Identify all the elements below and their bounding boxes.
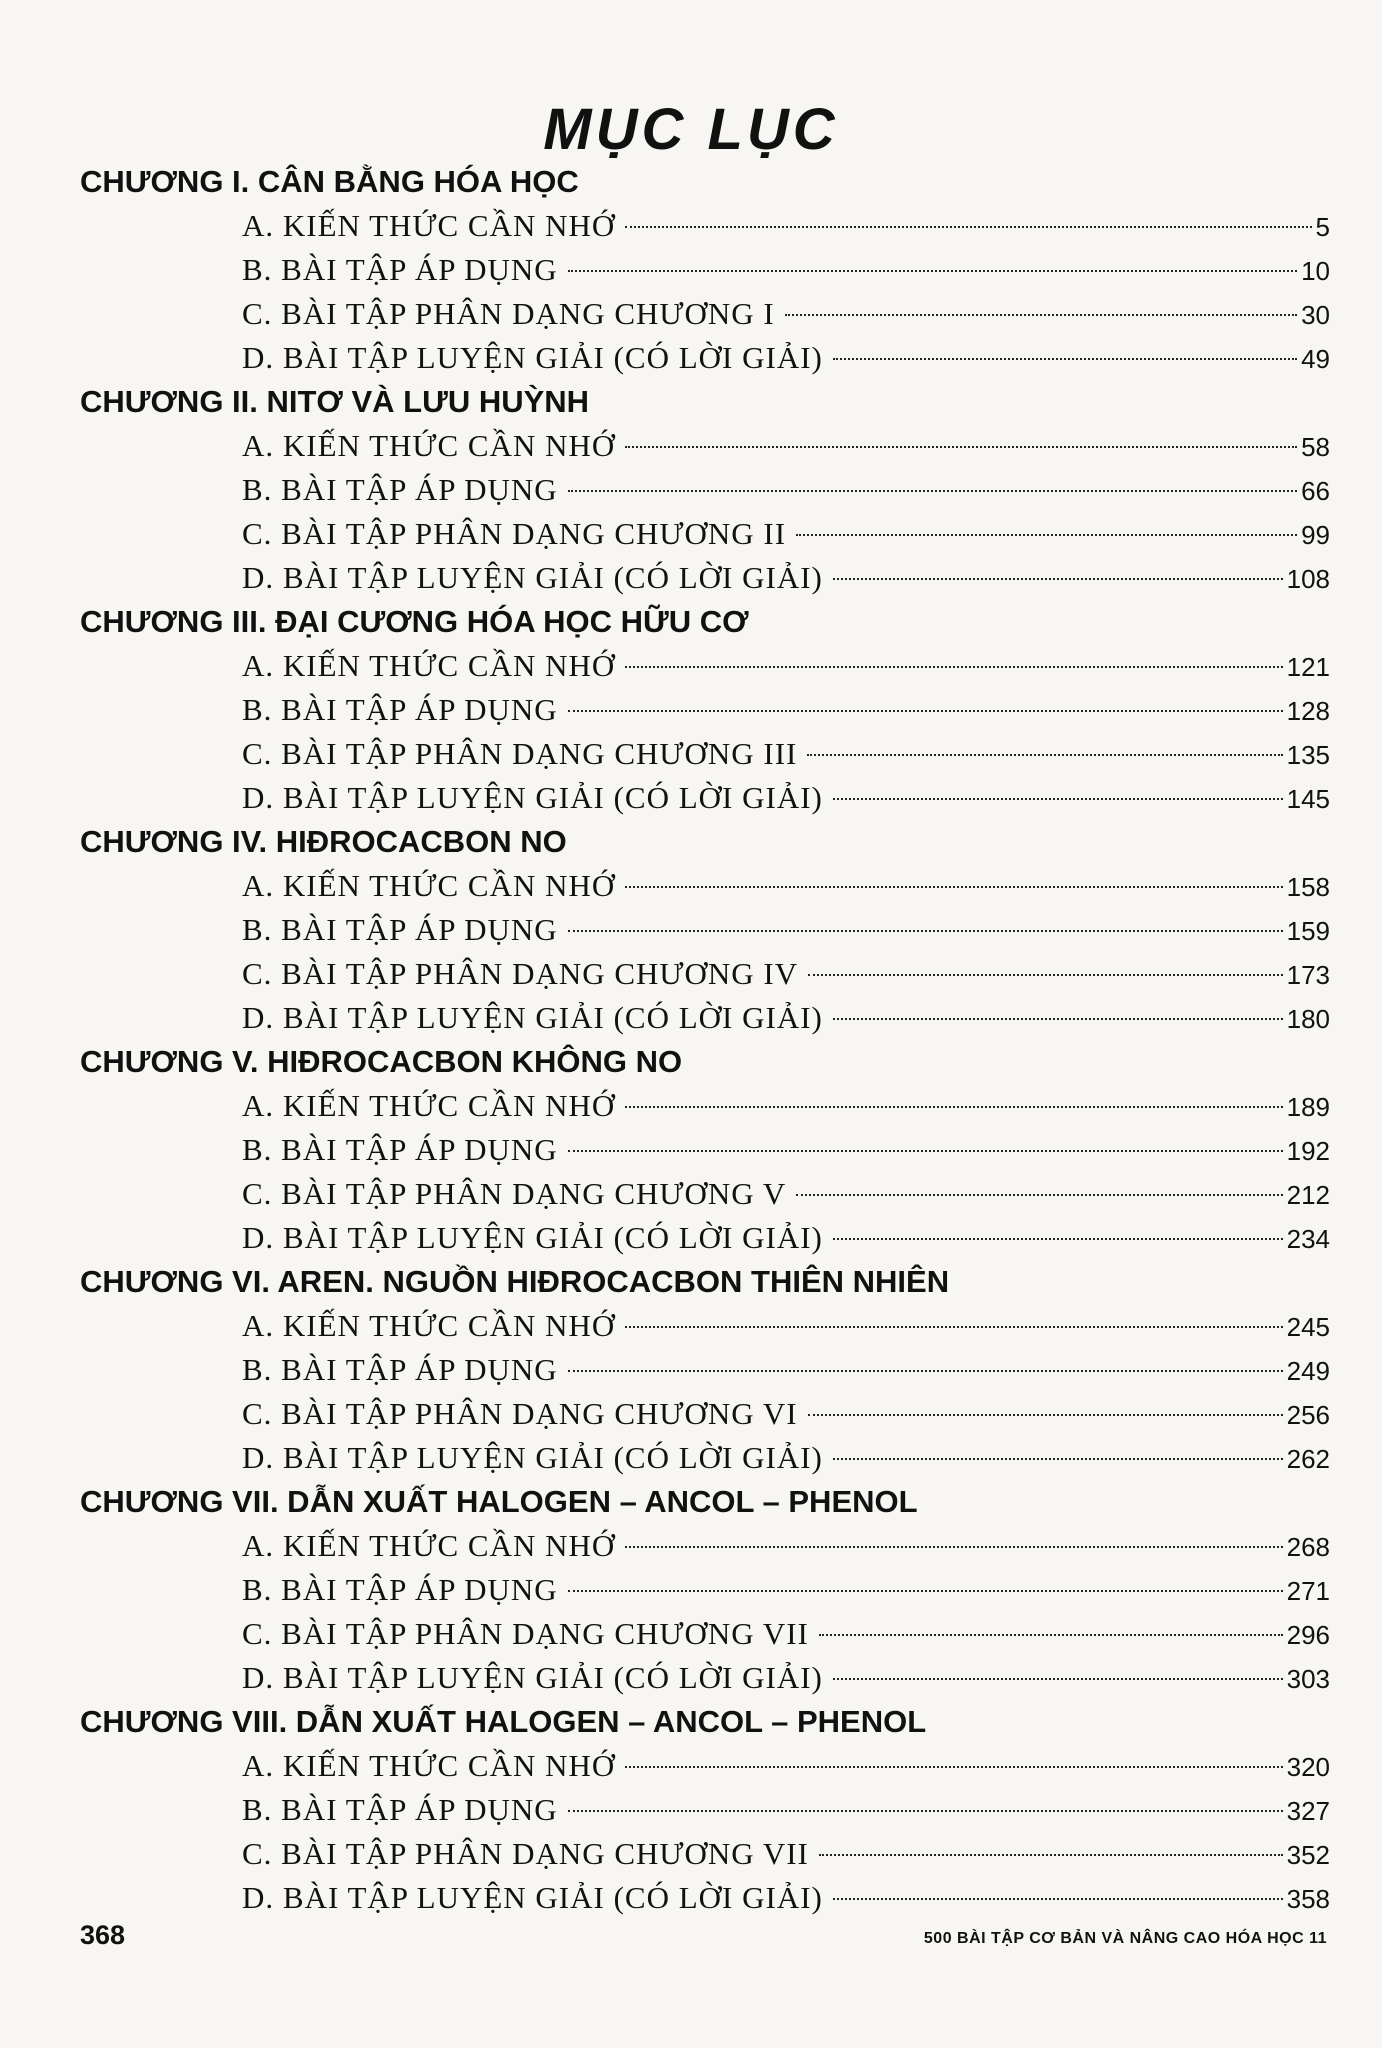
toc-entry [80, 952, 1330, 996]
chapter-title: CHƯƠNG I. CÂN BẰNG HÓA HỌC [80, 164, 579, 199]
toc-entry [80, 1612, 1330, 1656]
toc-entry-page-number: 327 [1286, 1796, 1330, 1826]
toc-entry-label: D. BÀI TẬP LUYỆN GIẢI (CÓ LỜI GIẢI) [242, 1220, 823, 1255]
toc-entry-label: C. BÀI TẬP PHÂN DẠNG CHƯƠNG I [242, 296, 775, 331]
chapter-title: CHƯƠNG VII. DẪN XUẤT HALOGEN – ANCOL – PHENOL [80, 1484, 918, 1519]
dot-leader [785, 314, 1297, 316]
toc-entry [80, 996, 1330, 1040]
chapter-title: CHƯƠNG V. HIĐROCACBON KHÔNG NO [80, 1044, 683, 1079]
toc-entry-page-number: 99 [1301, 520, 1330, 550]
toc-entry-label: B. BÀI TẬP ÁP DỤNG [242, 1572, 558, 1607]
toc-chapter [80, 1480, 1330, 1700]
dot-leader [625, 666, 1282, 668]
toc-chapter [80, 380, 1330, 600]
toc-chapter [80, 1260, 1330, 1480]
toc-entry-page-number: 245 [1286, 1312, 1330, 1342]
toc-entry [80, 1172, 1330, 1216]
dot-leader [819, 1634, 1283, 1636]
toc-entry-page-number: 320 [1286, 1752, 1330, 1782]
dot-leader [625, 1766, 1282, 1768]
toc-entry [80, 1656, 1330, 1700]
toc-entry [80, 1128, 1330, 1172]
toc-entry-label: D. BÀI TẬP LUYỆN GIẢI (CÓ LỜI GIẢI) [242, 1000, 823, 1035]
toc-entry [80, 204, 1330, 248]
chapter-title: CHƯƠNG III. ĐẠI CƯƠNG HÓA HỌC HỮU CƠ [80, 604, 749, 639]
toc-entry-label: A. KIẾN THỨC CẦN NHỚ [242, 428, 616, 463]
toc-entry [80, 1436, 1330, 1480]
toc-entry-page-number: 173 [1286, 960, 1330, 990]
toc-entry [80, 424, 1330, 468]
toc-entry-label: B. BÀI TẬP ÁP DỤNG [242, 1792, 558, 1827]
dot-leader [625, 886, 1282, 888]
dot-leader [833, 1018, 1283, 1020]
toc-entry-label: C. BÀI TẬP PHÂN DẠNG CHƯƠNG IV [242, 956, 799, 991]
toc-entry-label: A. KIẾN THỨC CẦN NHỚ [242, 208, 616, 243]
toc-entry [80, 468, 1330, 512]
toc-chapter [80, 1700, 1330, 1920]
toc-entry-label: A. KIẾN THỨC CẦN NHỚ [242, 1748, 616, 1783]
toc-entry [80, 1876, 1330, 1920]
dot-leader [625, 446, 1297, 448]
toc-entry-label: C. BÀI TẬP PHÂN DẠNG CHƯƠNG VII [242, 1836, 809, 1871]
toc-entry-page-number: 192 [1286, 1136, 1330, 1166]
toc-entry-label: B. BÀI TẬP ÁP DỤNG [242, 1132, 558, 1167]
toc-entry-label: A. KIẾN THỨC CẦN NHỚ [242, 1308, 616, 1343]
toc-entry-label: B. BÀI TẬP ÁP DỤNG [242, 472, 558, 507]
toc-entry [80, 908, 1330, 952]
toc-entry [80, 512, 1330, 556]
page-number: 368 [80, 1920, 126, 1950]
toc-entry-page-number: 66 [1301, 476, 1330, 506]
toc-entry-label: D. BÀI TẬP LUYỆN GIẢI (CÓ LỜI GIẢI) [242, 780, 823, 815]
toc-entry [80, 732, 1330, 776]
dot-leader [833, 1238, 1283, 1240]
toc-entry-label: A. KIẾN THỨC CẦN NHỚ [242, 1528, 616, 1563]
chapter-title: CHƯƠNG VI. AREN. NGUỒN HIĐROCACBON THIÊN NHIÊN [80, 1264, 950, 1299]
toc-entry-label: D. BÀI TẬP LUYỆN GIẢI (CÓ LỜI GIẢI) [242, 340, 823, 375]
toc-chapter [80, 160, 1330, 380]
toc-entry-page-number: 271 [1286, 1576, 1330, 1606]
toc-entry-page-number: 249 [1286, 1356, 1330, 1386]
toc-entry-label: C. BÀI TẬP PHÂN DẠNG CHƯƠNG V [242, 1176, 787, 1211]
toc-entry [80, 1304, 1330, 1348]
dot-leader [833, 798, 1283, 800]
toc-entry-label: D. BÀI TẬP LUYỆN GIẢI (CÓ LỜI GIẢI) [242, 1660, 823, 1695]
toc-entry-page-number: 303 [1286, 1664, 1330, 1694]
dot-leader [625, 1546, 1282, 1548]
dot-leader [568, 1810, 1283, 1812]
dot-leader [808, 974, 1283, 976]
toc-entry-label: D. BÀI TẬP LUYỆN GIẢI (CÓ LỜI GIẢI) [242, 1880, 823, 1915]
page-title: MỤC LỤC [543, 97, 839, 162]
toc-entry [80, 1216, 1330, 1260]
toc-entry-label: D. BÀI TẬP LUYỆN GIẢI (CÓ LỜI GIẢI) [242, 1440, 823, 1475]
toc-entry-label: A. KIẾN THỨC CẦN NHỚ [242, 648, 616, 683]
toc-entry-page-number: 296 [1286, 1620, 1330, 1650]
dot-leader [808, 1414, 1283, 1416]
toc-entry-page-number: 108 [1286, 564, 1330, 594]
toc-chapter [80, 820, 1330, 1040]
toc-entry [80, 1084, 1330, 1128]
toc-entry [80, 1392, 1330, 1436]
dot-leader [568, 1370, 1283, 1372]
toc-entry-page-number: 49 [1301, 344, 1330, 374]
toc-entry-page-number: 268 [1286, 1532, 1330, 1562]
toc-entry [80, 248, 1330, 292]
dot-leader [568, 710, 1283, 712]
toc-entry-page-number: 5 [1315, 212, 1330, 242]
dot-leader [568, 930, 1283, 932]
toc-entry-label: A. KIẾN THỨC CẦN NHỚ [242, 868, 616, 903]
table-of-contents [80, 160, 1330, 1920]
chapter-title: CHƯƠNG II. NITƠ VÀ LƯU HUỲNH [80, 384, 590, 419]
dot-leader [833, 1678, 1283, 1680]
toc-entry-page-number: 189 [1286, 1092, 1330, 1122]
dot-leader [833, 578, 1283, 580]
toc-entry [80, 292, 1330, 336]
toc-entry-label: B. BÀI TẬP ÁP DỤNG [242, 252, 558, 287]
dot-leader [833, 358, 1297, 360]
toc-chapter [80, 1040, 1330, 1260]
toc-entry-label: A. KIẾN THỨC CẦN NHỚ [242, 1088, 616, 1123]
toc-entry [80, 1788, 1330, 1832]
toc-entry [80, 556, 1330, 600]
running-footer-book-title: 500 BÀI TẬP CƠ BẢN VÀ NÂNG CAO HÓA HỌC 11 [923, 1930, 1327, 1947]
toc-entry-page-number: 135 [1286, 740, 1330, 770]
chapter-title: CHƯƠNG VIII. DẪN XUẤT HALOGEN – ANCOL – PHENOL [80, 1704, 927, 1739]
dot-leader [833, 1458, 1283, 1460]
toc-entry [80, 688, 1330, 732]
toc-entry [80, 644, 1330, 688]
dot-leader [625, 226, 1311, 228]
toc-entry-page-number: 256 [1286, 1400, 1330, 1430]
toc-entry-page-number: 262 [1286, 1444, 1330, 1474]
dot-leader [807, 754, 1282, 756]
toc-entry [80, 1744, 1330, 1788]
dot-leader [833, 1898, 1283, 1900]
chapter-title: CHƯƠNG IV. HIĐROCACBON NO [80, 824, 567, 859]
toc-entry-page-number: 158 [1286, 872, 1330, 902]
toc-entry-page-number: 358 [1286, 1884, 1330, 1914]
toc-entry [80, 336, 1330, 380]
toc-entry-label: C. BÀI TẬP PHÂN DẠNG CHƯƠNG VII [242, 1616, 809, 1651]
toc-entry-page-number: 180 [1286, 1004, 1330, 1034]
toc-entry-page-number: 10 [1301, 256, 1330, 286]
toc-entry [80, 1348, 1330, 1392]
toc-entry-label: C. BÀI TẬP PHÂN DẠNG CHƯƠNG III [242, 736, 798, 771]
toc-entry-page-number: 234 [1286, 1224, 1330, 1254]
dot-leader [796, 534, 1297, 536]
toc-entry [80, 1524, 1330, 1568]
toc-entry-label: D. BÀI TẬP LUYỆN GIẢI (CÓ LỜI GIẢI) [242, 560, 823, 595]
toc-entry-page-number: 212 [1286, 1180, 1330, 1210]
toc-entry-page-number: 30 [1301, 300, 1330, 330]
toc-entry-page-number: 58 [1301, 432, 1330, 462]
dot-leader [568, 490, 1297, 492]
dot-leader [568, 1590, 1283, 1592]
toc-entry-label: B. BÀI TẬP ÁP DỤNG [242, 1352, 558, 1387]
toc-entry-page-number: 128 [1286, 696, 1330, 726]
toc-entry-page-number: 121 [1286, 652, 1330, 682]
dot-leader [819, 1854, 1283, 1856]
toc-entry-label: B. BÀI TẬP ÁP DỤNG [242, 692, 558, 727]
dot-leader [568, 270, 1297, 272]
toc-entry [80, 864, 1330, 908]
toc-entry-label: B. BÀI TẬP ÁP DỤNG [242, 912, 558, 947]
dot-leader [568, 1150, 1283, 1152]
toc-entry [80, 1568, 1330, 1612]
dot-leader [796, 1194, 1282, 1196]
toc-entry-label: C. BÀI TẬP PHÂN DẠNG CHƯƠNG II [242, 516, 787, 551]
toc-entry-page-number: 159 [1286, 916, 1330, 946]
toc-chapter [80, 600, 1330, 820]
toc-entry [80, 1832, 1330, 1876]
toc-entry-page-number: 145 [1286, 784, 1330, 814]
dot-leader [625, 1326, 1282, 1328]
toc-entry-label: C. BÀI TẬP PHÂN DẠNG CHƯƠNG VI [242, 1396, 798, 1431]
dot-leader [625, 1106, 1282, 1108]
toc-entry-page-number: 352 [1286, 1840, 1330, 1870]
toc-entry [80, 776, 1330, 820]
